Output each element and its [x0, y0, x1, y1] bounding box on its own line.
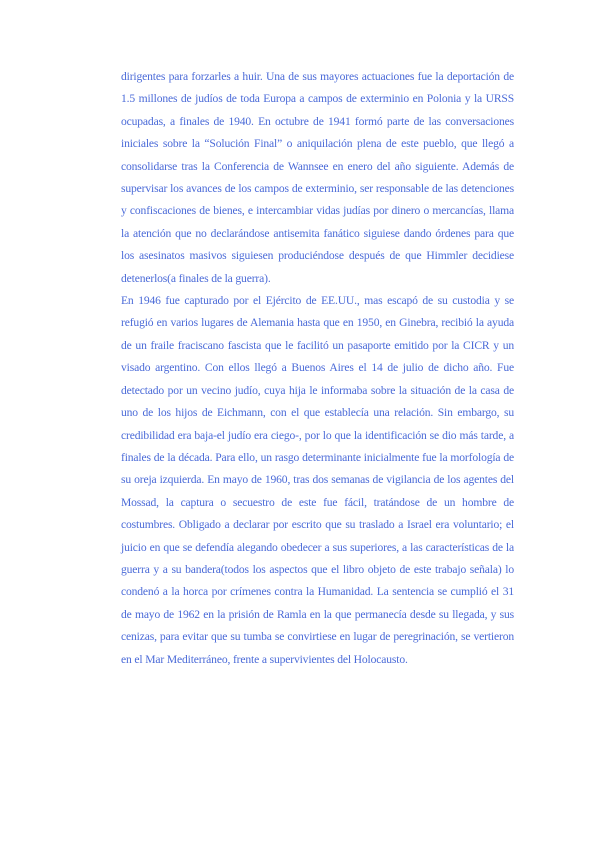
paragraph-eichmann-actions: dirigentes para forzarles a huir. Una de sus mayores actuaciones fue la deportación de 1.5 millones de judíos de toda Europa a campos de exterminio en Polonia y la URSS ocupadas, a finales de 1940. En octubre de 1941 formó parte de las conversaciones iniciales sobre la “Solución Final” o aniquilación plena de este pueblo, que llegó a consolidarse tras la Conferencia de Wannsee en enero del año siguiente. Además de supervisar los avances de los campos de exterminio, ser responsable de las detenciones y confiscaciones de bienes, e intercambiar vidas judías por dinero o mercancías, llama la atención que no declarándose antisemita fanático siguiese dando órdenes para que los asesinatos masivos siguiesen produciéndose después de que Himmler decidiese detenerlos(a finales de la guerra). — [121, 70, 514, 285]
document-body — [121, 66, 514, 671]
paragraph-eichmann-capture: En 1946 fue capturado por el Ejército de EE.UU., mas escapó de su custodia y se refugió en varios lugares de Alemania hasta que en 1950, en Ginebra, recibió la ayuda de un fraile fraciscano fascista que le facilitó un pasaporte emitido por la CICR y un visado argentino. Con ellos llegó a Buenos Aires el 14 de julio de dicho año. Fue detectado por un vecino judío, cuya hija le informaba sobre la situación de la casa de uno de los hijos de Eichmann, con el que establecía una relación. Sin embargo, su credibilidad era baja-el judío era ciego-, por lo que la identificación se dio más tarde, a finales de la década. Para ello, un rasgo determinante inicialmente fue la morfología de su oreja izquierda. En mayo de 1960, tras dos semanas de vigilancia de los agentes del Mossad, la captura o secuestro de este fue fácil, tratándose de un hombre de costumbres. Obligado a declarar por escrito que su traslado a Israel era voluntario; el juicio en que se defendía alegando obedecer a sus superiores, a las características de la guerra y a su bandera(todos los aspectos que el libro objeto de este trabajo señala) lo condenó a la horca por crímenes contra la Humanidad. La sentencia se cumplió el 31 de mayo de 1962 en la prisión de Ramla en la que permanecía desde su llegada, y sus cenizas, para evitar que su tumba se convirtiese en lugar de peregrinación, se vertieron en el Mar Mediterráneo, frente a supervivientes del Holocausto. — [121, 294, 514, 666]
